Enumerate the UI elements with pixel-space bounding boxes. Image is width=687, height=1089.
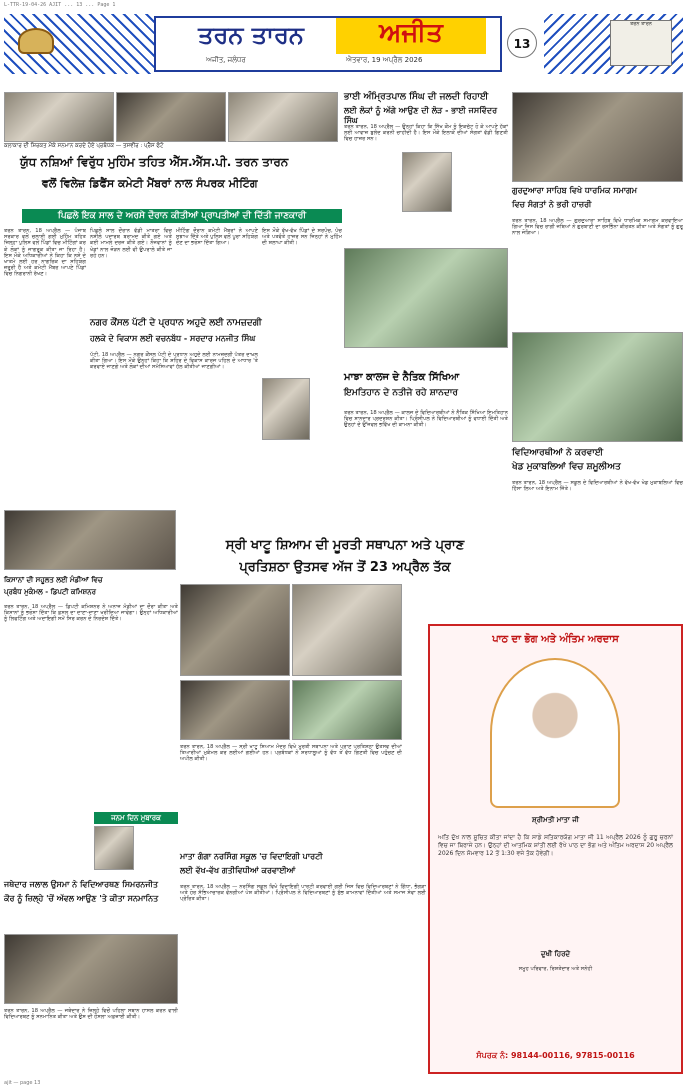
religious-headline: ਗੁਰਦੁਆਰਾ ਸਾਹਿਬ ਵਿਖੇ ਧਾਰਮਿਕ ਸਮਾਗਮ [512, 186, 637, 195]
councillor-portrait [262, 378, 310, 440]
obituary-phone: ਸੰਪਰਕ ਨੰ: 98144-00116, 97815-00116 [476, 1051, 635, 1060]
farmers-headline: ਕਿਸਾਨਾਂ ਦੀ ਸਹੂਲਤ ਲਈ ਮੰਡੀਆਂ ਵਿਚ [4, 576, 103, 584]
religious-body: ਤਰਨ ਤਾਰਨ, 18 ਅਪ੍ਰੈਲ — ਗੁਰਦੁਆਰਾ ਸਾਹਿਬ ਵਿਖੇ ਧਾਰਮਿਕ ਸਮਾਗਮ ਕਰਵਾਇਆ ਗਿਆ ਜਿਸ ਵਿਚ ਰਾਗੀ ਜਥਿਆਂ ਨੇ ਗੁਰਬਾਣੀ ਦਾ ਰਸਭਿੰਨਾ ਕੀਰਤਨ ਕੀਤਾ ਅਤੇ ਸੰਗਤਾਂ ਨੂੰ ਗੁਰੂ ਨਾਲ ਜੋੜਿਆ। [512, 218, 683, 237]
school-body: ਤਰਨ ਤਾਰਨ, 18 ਅਪ੍ਰੈਲ — ਸਕੂਲ ਦੇ ਵਿਦਿਆਰਥੀਆਂ ਨੇ ਵੱਖ-ਵੱਖ ਖੇਡ ਮੁਕਾਬਲਿਆਂ ਵਿਚ ਹਿੱਸਾ ਲਿਆ ਅਤੇ ਇਨਾਮ ਜਿੱਤੇ। [512, 480, 683, 493]
print-line: L-TTR-19-04-26 AJIT ... 13 ... Page 1 [4, 2, 116, 8]
date: ਐਤਵਾਰ, 19 ਅਪ੍ਰੈਲ 2026 [346, 56, 423, 64]
farmers-body: ਤਰਨ ਤਾਰਨ, 18 ਅਪ੍ਰੈਲ — ਡਿਪਟੀ ਕਮਿਸ਼ਨਰ ਨੇ ਅਨਾਜ ਮੰਡੀਆਂ ਦਾ ਦੌਰਾ ਕੀਤਾ ਅਤੇ ਕਿਸਾਨਾਂ ਨੂੰ ਭਰੋਸਾ ਦਿੱਤਾ ਕਿ ਫ਼ਸਲ ਦਾ ਦਾਣਾ-ਦਾਣਾ ਖਰੀਦਿਆ ਜਾਵੇਗਾ। ਉਨ੍ਹਾਂ ਅਧਿਕਾਰੀਆਂ ਨੂੰ ਲਿਫਟਿੰਗ ਅਤੇ ਅਦਾਇਗੀ ਸਮੇਂ ਸਿਰ ਕਰਨ ਦੇ ਨਿਰਦੇਸ਼ ਦਿੱਤੇ। [4, 604, 178, 623]
nursing-subhead: ਲਈ ਵੱਖ-ਵੱਖ ਗਤੀਵਿਧੀਆਂ ਕਰਵਾਈਆਂ [180, 866, 296, 875]
college-body: ਤਰਨ ਤਾਰਨ, 18 ਅਪ੍ਰੈਲ — ਕਾਲਜ ਦੇ ਵਿਦਿਆਰਥੀਆਂ ਨੇ ਨੈਤਿਕ ਸਿੱਖਿਆ ਇਮਤਿਹਾਨ ਵਿਚ ਸ਼ਾਨਦਾਰ ਪ੍ਰਦਰਸ਼ਨ ਕੀਤਾ। ਪ੍ਰਿੰਸੀਪਲ ਨੇ ਵਿਦਿਆਰਥੀਆਂ ਨੂੰ ਵਧਾਈ ਦਿੱਤੀ ਅਤੇ ਉਨ੍ਹਾਂ ਦੇ ਉੱਜਵਲ ਭਵਿੱਖ ਦੀ ਕਾਮਨਾ ਕੀਤੀ। [344, 410, 508, 429]
masthead-center [154, 16, 502, 72]
side-ad: ਤਰਨ ਤਾਰਨ [610, 20, 672, 66]
school-photo [512, 332, 683, 442]
birthday-label: ਜਨਮ ਦਿਨ ਮੁਬਾਰਕ [94, 812, 178, 824]
edition: ਅਜੀਤ, ਜਲੰਧਰ [206, 56, 246, 64]
shri-khatu-photo-1 [180, 584, 290, 676]
college-subhead: ਇਮਤਿਹਾਨ ਦੇ ਨਤੀਜੇ ਰਹੇ ਸ਼ਾਨਦਾਰ [344, 388, 458, 398]
obituary-title: ਪਾਠ ਦਾ ਭੋਗ ਅਤੇ ਅੰਤਿਮ ਅਰਦਾਸ [492, 634, 619, 645]
masthead [4, 14, 683, 74]
shri-khatu-headline: ਸ੍ਰੀ ਖਾਟੂ ਸ਼ਿਆਮ ਦੀ ਮੂਰਤੀ ਸਥਾਪਨਾ ਅਤੇ ਪ੍ਰਾਣ [225, 538, 465, 553]
achievement-headline: ਜਥੇਦਾਰ ਜਲਾਲ ਉਸਮਾ ਨੇ ਵਿਦਿਆਰਥਣ ਸਿਮਰਨਜੀਤ [4, 880, 159, 889]
bhai-amritpal-subhead: ਲਈ ਲੋਕਾਂ ਨੂੰ ਅੱਗੇ ਆਉਣ ਦੀ ਲੋੜ - ਭਾਈ ਜਸਵਿੰਦਰ ਸਿੰਘ [344, 106, 498, 125]
nursing-body: ਤਰਨ ਤਾਰਨ, 18 ਅਪ੍ਰੈਲ — ਨਰਸਿੰਗ ਸਕੂਲ ਵਿਖੇ ਵਿਦਾਇਗੀ ਪਾਰਟੀ ਕਰਵਾਈ ਗਈ ਜਿਸ ਵਿਚ ਵਿਦਿਆਰਥਣਾਂ ਨੇ ਗਿੱਧਾ, ਭੰਗੜਾ ਅਤੇ ਹੋਰ ਸੱਭਿਆਚਾਰਕ ਵੰਨਗੀਆਂ ਪੇਸ਼ ਕੀਤੀਆਂ। ਪ੍ਰਿੰਸੀਪਲ ਨੇ ਵਿਦਿਆਰਥਣਾਂ ਨੂੰ ਸ਼ੁੱਭ ਕਾਮਨਾਵਾਂ ਦਿੱਤੀਆਂ ਅਤੇ ਸਮਾਜ ਸੇਵਾ ਲਈ ਪ੍ਰੇਰਿਤ ਕੀਤਾ। [180, 884, 426, 903]
masthead-right-pattern [544, 14, 683, 74]
nursing-headline: ਮਾਤਾ ਗੰਗਾ ਨਰਸਿੰਗ ਸਕੂਲ 'ਚ ਵਿਦਾਇਗੀ ਪਾਰਟੀ [180, 852, 323, 861]
emblem-icon [18, 28, 54, 54]
masthead-left-pattern [4, 14, 154, 74]
farmers-subhead: ਪ੍ਰਬੰਧ ਮੁਕੰਮਲ - ਡਿਪਟੀ ਕਮਿਸ਼ਨਰ [4, 588, 96, 596]
shri-khatu-photo-3 [180, 680, 290, 740]
shri-khatu-photo-4 [292, 680, 402, 740]
school-subhead: ਖੇਡ ਮੁਕਾਬਲਿਆਂ ਵਿਚ ਸ਼ਮੂਲੀਅਤ [512, 462, 621, 472]
councillor-subhead: ਹਲਕੇ ਦੇ ਵਿਕਾਸ ਲਈ ਵਚਨਬੱਧ - ਸਰਦਾਰ ਮਨਜੀਤ ਸਿੰਘ [90, 334, 256, 343]
college-photo [344, 248, 508, 348]
birthday-photo [94, 826, 134, 870]
drug-campaign-body-3: ਮੀਟਿੰਗ ਦੌਰਾਨ ਕਮੇਟੀ ਮੈਂਬਰਾਂ ਨੇ ਆਪਣੇ ਸੁਝਾਅ ਦਿੱਤੇ ਅਤੇ ਪੁਲਿਸ ਵਲੋਂ ਪੂਰਾ ਸਹਿਯੋਗ ਦੇਣ ਦਾ ਭਰੋਸਾ ਦਿੱਤਾ ਗਿਆ। [176, 228, 258, 247]
drug-campaign-photo [4, 510, 176, 570]
college-headline: ਮਾਝਾ ਕਾਲਜ ਦੇ ਨੈਤਿਕ ਸਿੱਖਿਆ [344, 372, 460, 383]
obituary-box [428, 624, 683, 1074]
obituary-body: ਅਤਿ ਦੁੱਖ ਨਾਲ ਸੂਚਿਤ ਕੀਤਾ ਜਾਂਦਾ ਹੈ ਕਿ ਸਾਡੇ ਸਤਿਕਾਰਯੋਗ ਮਾਤਾ ਜੀ 11 ਅਪ੍ਰੈਲ 2026 ਨੂੰ ਗੁਰੂ ਚਰਨਾਂ ਵਿਚ ਜਾ ਬਿਰਾਜੇ ਹਨ। ਉਨ੍ਹਾਂ ਦੀ ਆਤਮਿਕ ਸ਼ਾਂਤੀ ਲਈ ਰੱਖੇ ਪਾਠ ਦਾ ਭੋਗ ਅਤੇ ਅੰਤਿਮ ਅਰਦਾਸ 20 ਅਪ੍ਰੈਲ 2026 ਦਿਨ ਸੋਮਵਾਰ 12 ਤੋਂ 1:30 ਵਜੇ ਤੱਕ ਹੋਵੇਗੀ। [438, 834, 673, 857]
drug-campaign-body-2: ਪਿਛਲੇ ਸਾਲ ਦੌਰਾਨ ਵੱਡੀ ਮਾਤਰਾ ਵਿਚ ਨਸ਼ੀਲੇ ਪਦਾਰਥ ਬਰਾਮਦ ਕੀਤੇ ਗਏ ਅਤੇ ਕਈ ਮਾਮਲੇ ਦਰਜ ਕੀਤੇ ਗਏ। ਨੌਜਵਾਨਾਂ ਨੂੰ ਖੇਡਾਂ ਨਾਲ ਜੋੜਨ ਲਈ ਵੀ ਉਪਰਾਲੇ ਕੀਤੇ ਜਾ ਰਹੇ ਹਨ। [90, 228, 172, 259]
page-number: 13 [507, 28, 537, 58]
drug-campaign-band: ਪਿਛਲੇ ਇਕ ਸਾਲ ਦੇ ਅਰਸੇ ਦੌਰਾਨ ਕੀਤੀਆਂ ਪ੍ਰਾਪਤੀਆਂ ਦੀ ਦਿੱਤੀ ਜਾਣਕਾਰੀ [22, 209, 342, 223]
top-photo-2 [116, 92, 226, 142]
top-photo-3 [228, 92, 338, 142]
drug-campaign-body-1: ਤਰਨ ਤਾਰਨ, 18 ਅਪ੍ਰੈਲ — ਪੰਜਾਬ ਸਰਕਾਰ ਵਲੋਂ ਚਲਾਈ ਗਈ ਮੁਹਿੰਮ ਤਹਿਤ ਜ਼ਿਲ੍ਹਾ ਪੁਲਿਸ ਵਲੋਂ ਪਿੰਡਾਂ ਵਿਚ ਮੀਟਿੰਗਾਂ ਕਰ ਕੇ ਲੋਕਾਂ ਨੂੰ ਜਾਗਰੂਕ ਕੀਤਾ ਜਾ ਰਿਹਾ ਹੈ। ਇਸ ਮੌਕੇ ਅਧਿਕਾਰੀਆਂ ਨੇ ਕਿਹਾ ਕਿ ਨਸ਼ੇ ਦੇ ਖਾਤਮੇ ਲਈ ਹਰ ਨਾਗਰਿਕ ਦਾ ਸਹਿਯੋਗ ਜ਼ਰੂਰੀ ਹੈ ਅਤੇ ਕਮੇਟੀ ਮੈਂਬਰ ਆਪਣੇ ਪਿੰਡਾਂ ਵਿਚ ਨਿਗਰਾਨੀ ਰੱਖਣ। [4, 228, 86, 278]
councillor-headline: ਨਗਰ ਕੌਂਸਲ ਪੱਟੀ ਦੇ ਪ੍ਰਧਾਨ ਅਹੁਦੇ ਲਈ ਨਾਮਜ਼ਦਗੀ [90, 318, 262, 328]
shri-khatu-body: ਤਰਨ ਤਾਰਨ, 18 ਅਪ੍ਰੈਲ — ਸ੍ਰੀ ਖਾਟੂ ਸ਼ਿਆਮ ਮੰਦਰ ਵਿਖੇ ਮੂਰਤੀ ਸਥਾਪਨਾ ਅਤੇ ਪ੍ਰਾਣ ਪ੍ਰਤਿਸ਼ਠਾ ਉਤਸਵ ਦੀਆਂ ਤਿਆਰੀਆਂ ਮੁਕੰਮਲ ਕਰ ਲਈਆਂ ਗਈਆਂ ਹਨ। ਪ੍ਰਬੰਧਕਾਂ ਨੇ ਸ਼ਰਧਾਲੂਆਂ ਨੂੰ ਵੱਧ ਤੋਂ ਵੱਧ ਗਿਣਤੀ ਵਿਚ ਪਹੁੰਚਣ ਦੀ ਅਪੀਲ ਕੀਤੀ। [180, 744, 402, 763]
obituary-name: ਸ਼੍ਰੀਮਤੀ ਮਾਤਾ ਜੀ [532, 816, 579, 824]
obituary-family: ਸਮੂਹ ਪਰਿਵਾਰ, ਰਿਸ਼ਤੇਦਾਰ ਅਤੇ ਸਨੇਹੀ [518, 966, 593, 972]
footer: ajit — page 13 [4, 1080, 41, 1086]
achievement-subhead: ਕੌਰ ਨੂੰ ਜ਼ਿਲ੍ਹੇ 'ਚੋਂ ਅੱਵਲ ਆਉਣ 'ਤੇ ਕੀਤਾ ਸਨਮਾਨਿਤ [4, 894, 159, 903]
drug-campaign-headline-2: ਵਲੋਂ ਵਿਲੇਜ਼ ਡਿਫੈਂਸ ਕਮੇਟੀ ਮੈਂਬਰਾਂ ਨਾਲ ਸੰਪਰਕ ਮੀਟਿੰਗ [42, 177, 258, 190]
achievement-photo [4, 934, 178, 1004]
top-photo-1 [4, 92, 114, 142]
school-headline: ਵਿਦਿਆਰਥੀਆਂ ਨੇ ਕਰਵਾਈ [512, 448, 604, 458]
obituary-portrait [490, 658, 620, 808]
brand-part-2: ਅਜੀਤ [336, 18, 486, 54]
religious-photo [512, 92, 683, 182]
top-strip-caption: ਕਲਾਕਾਰ ਦੀ ਸ਼ਿਰਕਤ ਮੌਕੇ ਸਨਮਾਨ ਕਰਦੇ ਹੋਏ ਪ੍ਰਬੰਧਕ — ਤਸਵੀਰ : ਪ੍ਰੈਸ ਫੋਟੋ [4, 143, 164, 149]
bhai-amritpal-body: ਤਰਨ ਤਾਰਨ, 18 ਅਪ੍ਰੈਲ — ਉਨ੍ਹਾਂ ਕਿਹਾ ਕਿ ਸਿੱਖ ਕੌਮ ਨੂੰ ਇਕਜੁੱਟ ਹੋ ਕੇ ਆਪਣੇ ਹੱਕਾਂ ਲਈ ਆਵਾਜ਼ ਬੁਲੰਦ ਕਰਨੀ ਚਾਹੀਦੀ ਹੈ। ਇਸ ਮੌਕੇ ਇਲਾਕੇ ਦੀਆਂ ਸੰਗਤਾਂ ਵੱਡੀ ਗਿਣਤੀ ਵਿਚ ਹਾਜ਼ਰ ਸਨ। [344, 124, 508, 143]
achievement-body: ਤਰਨ ਤਾਰਨ, 18 ਅਪ੍ਰੈਲ — ਜਥੇਦਾਰ ਨੇ ਜ਼ਿਲ੍ਹੇ ਵਿਚੋਂ ਪਹਿਲਾ ਸਥਾਨ ਹਾਸਲ ਕਰਨ ਵਾਲੀ ਵਿਦਿਆਰਥਣ ਨੂੰ ਸਨਮਾਨਿਤ ਕੀਤਾ ਅਤੇ ਉਸ ਦੀ ਹੌਸਲਾ ਅਫ਼ਜ਼ਾਈ ਕੀਤੀ। [4, 1008, 178, 1021]
religious-subhead: ਵਿਚ ਸੰਗਤਾਂ ਨੇ ਭਰੀ ਹਾਜ਼ਰੀ [512, 200, 592, 209]
councillor-body: ਪੱਟੀ, 18 ਅਪ੍ਰੈਲ — ਨਗਰ ਕੌਂਸਲ ਪੱਟੀ ਦੇ ਪ੍ਰਧਾਨ ਅਹੁਦੇ ਲਈ ਨਾਮਜ਼ਦਗੀ ਪੱਤਰ ਦਾਖ਼ਲ ਕੀਤਾ ਗਿਆ। ਇਸ ਮੌਕੇ ਉਨ੍ਹਾਂ ਕਿਹਾ ਕਿ ਸ਼ਹਿਰ ਦੇ ਵਿਕਾਸ ਕਾਰਜ ਪਹਿਲ ਦੇ ਆਧਾਰ 'ਤੇ ਕਰਵਾਏ ਜਾਣਗੇ ਅਤੇ ਲੋਕਾਂ ਦੀਆਂ ਸਮੱਸਿਆਵਾਂ ਹੱਲ ਕੀਤੀਆਂ ਜਾਣਗੀਆਂ। [90, 352, 258, 371]
bhai-amritpal-headline: ਭਾਈ ਅੰਮ੍ਰਿਤਪਾਲ ਸਿੰਘ ਦੀ ਜਲਦੀ ਰਿਹਾਈ [344, 92, 489, 102]
shri-khatu-photo-2 [292, 584, 402, 676]
drug-campaign-body-4: ਇਸ ਮੌਕੇ ਵੱਖ-ਵੱਖ ਪਿੰਡਾਂ ਦੇ ਸਰਪੰਚ, ਪੰਚ ਅਤੇ ਪਤਵੰਤੇ ਹਾਜ਼ਰ ਸਨ ਜਿਨ੍ਹਾਂ ਨੇ ਮੁਹਿੰਮ ਦੀ ਸ਼ਲਾਘਾ ਕੀਤੀ। [262, 228, 342, 247]
shri-khatu-subhead: ਪ੍ਰਤਿਸ਼ਠਾ ਉਤਸਵ ਅੱਜ ਤੋਂ 23 ਅਪ੍ਰੈਲ ਤੱਕ [239, 560, 451, 575]
obituary-mourners: ਦੁਖੀ ਹਿਰਦੇ [540, 950, 571, 958]
drug-campaign-headline: ਯੁੱਧ ਨਸ਼ਿਆਂ ਵਿਰੁੱਧ ਮੁਹਿੰਮ ਤਹਿਤ ਐੱਸ.ਐੱਸ.ਪੀ. ਤਰਨ ਤਾਰਨ [20, 155, 289, 169]
brand-part-1: ਤਰਨ ਤਾਰਨ [198, 20, 304, 49]
